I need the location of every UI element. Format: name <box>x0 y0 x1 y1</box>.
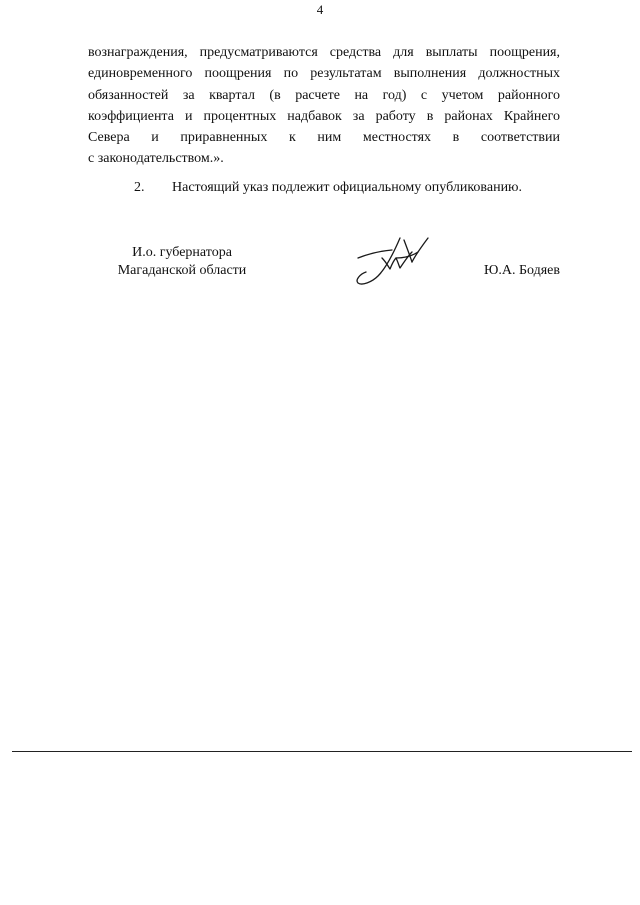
item-text: Настоящий указ подлежит официальному опубликованию. <box>172 180 523 195</box>
paragraph-line: коэффициента и процентных надбавок за работу в районах Крайнего <box>88 108 560 124</box>
paragraph-line: единовременного поощрения по результатам выполнения должностных <box>88 66 560 82</box>
paragraph-line: обязанностей за квартал (в расчете на год) с учетом районного <box>88 87 560 103</box>
page-number: 4 <box>316 2 324 17</box>
decree-item-2 <box>88 177 560 198</box>
item-number: 2. <box>134 180 145 195</box>
handwritten-signature-icon <box>352 236 434 290</box>
signer-title <box>102 244 262 280</box>
decree-paragraph <box>88 42 560 170</box>
signer-title-line-1: И.о. губернатора <box>132 245 232 260</box>
paragraph-line: вознаграждения, предусматриваются средства для выплаты поощрения, <box>88 45 560 60</box>
footer-divider <box>12 751 632 752</box>
signer-name: Ю.А. Бодяев <box>483 263 560 278</box>
paragraph-line: с законодательством.». <box>88 151 224 167</box>
paragraph-line: Севера и приравненных к ним местностях в соответствии <box>88 130 560 146</box>
signer-title-line-2: Магаданской области <box>117 263 247 278</box>
